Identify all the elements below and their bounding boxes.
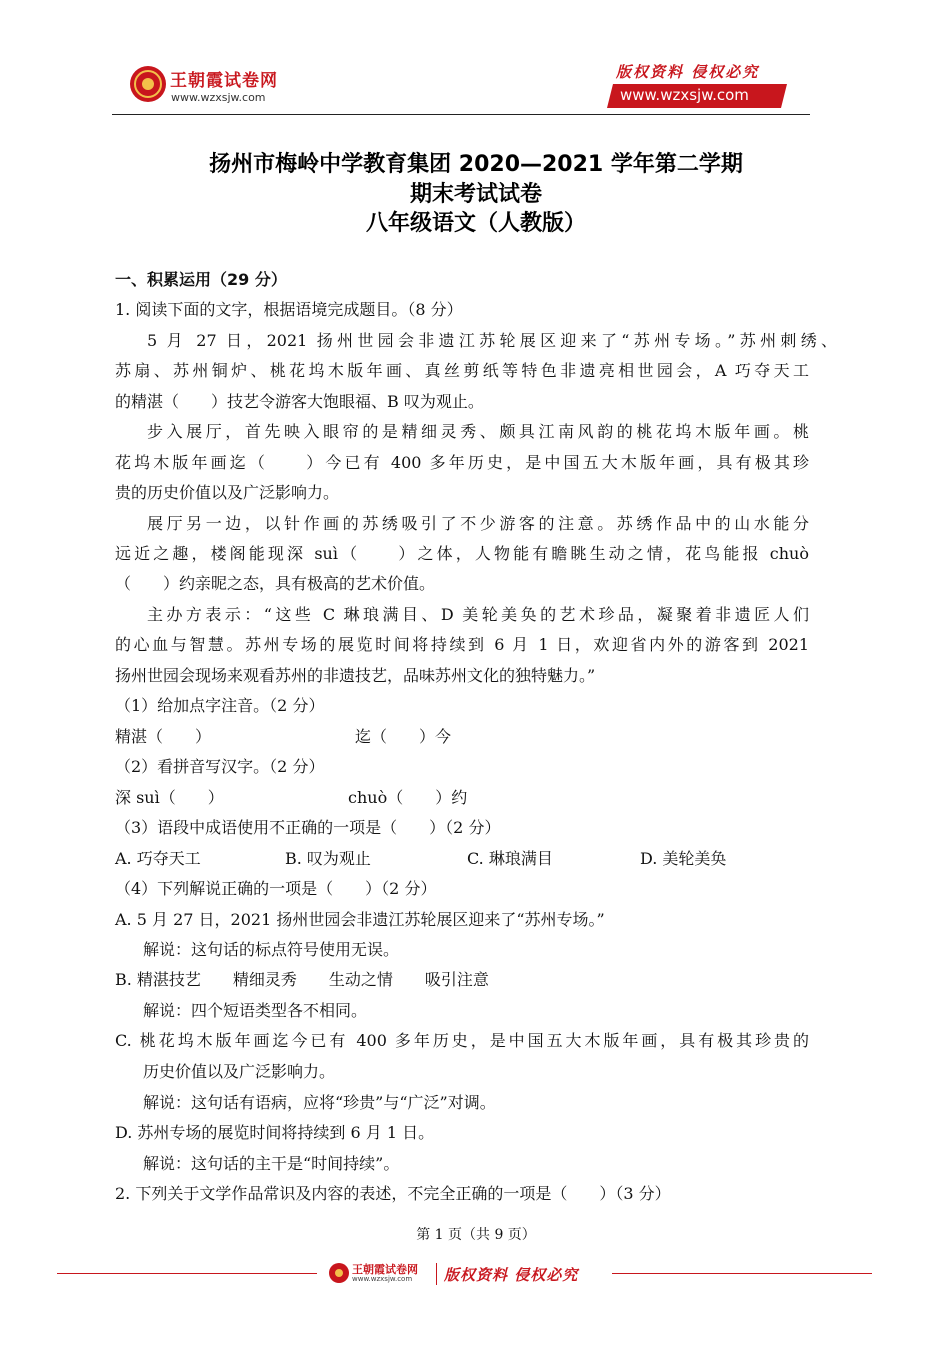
passage-line: 步入展厅，首先映入眼帘的是精细灵秀、颇具江南风韵的桃花坞木版年画。桃 — [147, 422, 809, 441]
header-ribbon-url[interactable]: www.wzxsjw.com — [620, 86, 749, 104]
option-explanation: 解说：这句话有语病，应将“珍贵”与“广泛”对调。 — [143, 1093, 496, 1112]
choice-option-cont: 历史价值以及广泛影响力。 — [143, 1062, 336, 1081]
question-1: 1. 阅读下面的文字，根据语境完成题目。（8 分） — [115, 300, 463, 319]
passage-line: 主办方表示：“这些 C 琳琅满目、D 美轮美奂的艺术珍品，凝聚着非遗匠人们 — [147, 605, 809, 624]
passage-line: 苏扇、苏州铜炉、桃花坞木版年画、真丝剪纸等特色非遗亮相世园会，A 巧夺天工 — [115, 361, 809, 380]
blank-item: 深 suì（ ） — [115, 788, 224, 807]
choice-option: A. 5 月 27 日，2021 扬州世园会非遗江苏轮展区迎来了“苏州专场。” — [115, 910, 605, 929]
choice-option: D. 苏州专场的展览时间将持续到 6 月 1 日。 — [115, 1123, 435, 1142]
choice-option: D. 美轮美奂 — [640, 849, 727, 868]
question-2: 2. 下列关于文学作品常识及内容的表述，不完全正确的一项是（ ）（3 分） — [115, 1184, 671, 1203]
blank-item: chuò（ ）约 — [348, 788, 468, 807]
header-copyright: 版权资料 侵权必究 — [616, 63, 760, 81]
sub-question-1: （1）给加点字注音。（2 分） — [115, 696, 325, 715]
page-number: 第 1 页（共 9 页） — [416, 1227, 536, 1243]
section-heading: 一、积累运用（29 分） — [115, 270, 287, 289]
footer-brand: 王朝霞试卷网 — [352, 1263, 418, 1276]
passage-line: 5 月 27 日，2021 扬州世园会非遗江苏轮展区迎来了“苏州专场。”苏州刺绣、 — [147, 331, 837, 350]
footer-rule-left — [57, 1273, 317, 1274]
blank-item: 精湛（ ） — [115, 727, 212, 746]
footer-url[interactable]: www.wzxsjw.com — [352, 1275, 413, 1283]
choice-option: C. 桃花坞木版年画迄今已有 400 多年历史，是中国五大木版年画，具有极其珍贵的 — [115, 1031, 809, 1050]
passage-line: 花坞木版年画迄（ ）今已有 400 多年历史，是中国五大木版年画，具有极其珍 — [115, 453, 809, 472]
passage-line: 的精湛（ ）技艺令游客大饱眼福、B 叹为观止。 — [115, 392, 484, 411]
passage-line: 的心血与智慧。苏州专场的展览时间将持续到 6 月 1 日，欢迎省内外的游客到 2021 — [115, 635, 809, 654]
choice-option: C. 琳琅满目 — [467, 849, 553, 868]
choice-option: A. 巧夺天工 — [115, 849, 201, 868]
passage-line: 扬州世园会现场来观看苏州的非遗技艺，品味苏州文化的独特魅力。” — [115, 666, 596, 685]
header-brand: 王朝霞试卷网 — [170, 71, 278, 91]
header-divider — [112, 114, 810, 115]
exam-title-line1: 扬州市梅岭中学教育集团 2020—2021 学年第二学期 — [209, 152, 743, 177]
passage-line: 远近之趣，楼阁能现深 suì（ ）之体，人物能有瞻眺生动之情，花鸟能报 chuò — [115, 544, 809, 563]
seal-logo-icon — [128, 64, 168, 104]
option-explanation: 解说：这句话的主干是“时间持续”。 — [143, 1154, 400, 1173]
sub-question-4: （4）下列解说正确的一项是（ ）（2 分） — [115, 879, 437, 898]
option-explanation: 解说：这句话的标点符号使用无误。 — [143, 940, 400, 959]
choice-option: B. 精湛技艺 精细灵秀 生动之情 吸引注意 — [115, 970, 489, 989]
passage-line: （ ）约亲昵之态，具有极高的艺术价值。 — [115, 574, 436, 593]
footer-rule-right — [612, 1273, 872, 1274]
sub-question-3: （3）语段中成语使用不正确的一项是（ ）（2 分） — [115, 818, 501, 837]
seal-logo-icon — [328, 1262, 350, 1284]
passage-line: 贵的历史价值以及广泛影响力。 — [115, 483, 340, 502]
option-explanation: 解说：四个短语类型各不相同。 — [143, 1001, 368, 1020]
header-url[interactable]: www.wzxsjw.com — [171, 91, 266, 104]
choice-option: B. 叹为观止 — [285, 849, 371, 868]
blank-item: 迄（ ）今 — [355, 727, 452, 746]
footer-separator — [436, 1263, 437, 1285]
passage-line: 展厅另一边，以针作画的苏绣吸引了不少游客的注意。苏绣作品中的山水能分 — [147, 514, 809, 533]
footer-copyright: 版权资料 侵权必究 — [444, 1266, 579, 1284]
exam-title-line3: 八年级语文（人教版） — [365, 211, 586, 236]
exam-title-line2: 期末考试试卷 — [409, 182, 542, 207]
sub-question-2: （2）看拼音写汉字。（2 分） — [115, 757, 325, 776]
